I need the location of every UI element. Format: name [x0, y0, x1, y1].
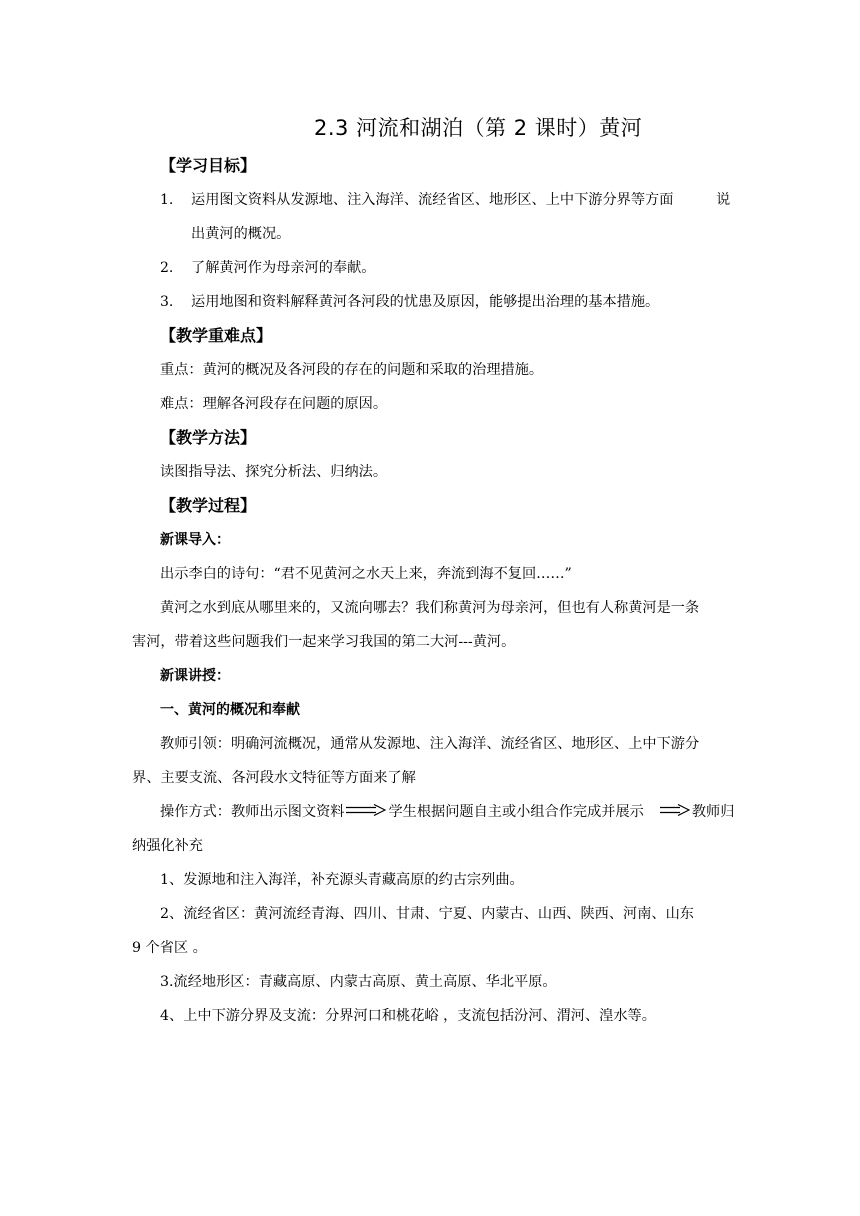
- double-arrow-right-icon: [346, 802, 386, 822]
- focus-text: 重点：黄河的概况及各河段的存在的问题和采取的治理措施。: [160, 362, 544, 378]
- operation-line: [160, 802, 734, 822]
- question-text-cont: 害河，带着这些问题我们一起来学习我国的第二大河---黄河。: [132, 634, 516, 650]
- point-2: 2、流经省区：黄河流经青海、四川、甘肃、宁夏、内蒙古、山西、陕西、河南、山东: [160, 906, 694, 922]
- objective-1-text: 运用图文资料从发源地、注入海洋、流经省区、地形区、上中下游分界等方面: [191, 192, 674, 208]
- objective-3-text: 运用地图和资料解释黄河各河段的忧患及原因，能够提出治理的基本措施。: [191, 294, 660, 310]
- methods-text: 读图指导法、探究分析法、归纳法。: [160, 464, 388, 480]
- poem-text: 出示李白的诗句：“君不见黄河之水天上来，奔流到海不复回……”: [160, 566, 572, 582]
- objective-2-text: 了解黄河作为母亲河的奉献。: [191, 260, 376, 276]
- operation-step-3: 教师归: [691, 804, 735, 820]
- objective-3-number: 3.: [160, 294, 174, 310]
- point-2-cont: 9 个省区 。: [132, 940, 207, 956]
- operation-line-cont: 纳强化补充: [132, 838, 203, 854]
- point-1: 1、发源地和注入海洋，补充源头青藏高原的约古宗列曲。: [160, 872, 524, 888]
- point-4: 4、上中下游分界及支流：分界河口和桃花峪 ，支流包括汾河、渭河、湟水等。: [160, 1008, 656, 1024]
- objective-1-text-end: 说: [716, 192, 731, 208]
- operation-step-1: 操作方式：教师出示图文资料: [160, 804, 345, 820]
- methods-heading: 【教学方法】: [160, 428, 257, 447]
- lecture-label: 新课讲授：: [160, 668, 230, 684]
- guide-text-cont: 界、主要支流、各河段水文特征等方面来了解: [132, 770, 416, 786]
- double-arrow-right-icon: [660, 802, 690, 822]
- objective-1-number: 1.: [160, 192, 174, 208]
- difficulty-text: 难点：理解各河段存在问题的原因。: [160, 396, 388, 412]
- part1-title: 一、黄河的概况和奉献: [160, 702, 300, 718]
- objective-1-text-cont: 出黄河的概况。: [191, 226, 291, 242]
- guide-text: 教师引领：明确河流概况，通常从发源地、注入海洋、流经省区、地形区、上中下游分: [160, 736, 700, 752]
- question-text: 黄河之水到底从哪里来的，又流向哪去？我们称黄河为母亲河，但也有人称黄河是一条: [160, 600, 700, 616]
- document-title: 2.3 河流和湖泊（第 2 课时）黄河: [314, 116, 643, 140]
- key-points-heading: 【教学重难点】: [160, 326, 273, 345]
- intro-label: 新课导入：: [160, 532, 230, 548]
- objectives-heading: 【学习目标】: [160, 156, 257, 175]
- process-heading: 【教学过程】: [160, 496, 257, 515]
- operation-step-2: 学生根据问题自主或小组合作完成并展示: [388, 804, 644, 820]
- objective-2-number: 2.: [160, 260, 174, 276]
- point-3: 3.流经地形区：青藏高原、内蒙古高原、黄土高原、华北平原。: [160, 974, 557, 990]
